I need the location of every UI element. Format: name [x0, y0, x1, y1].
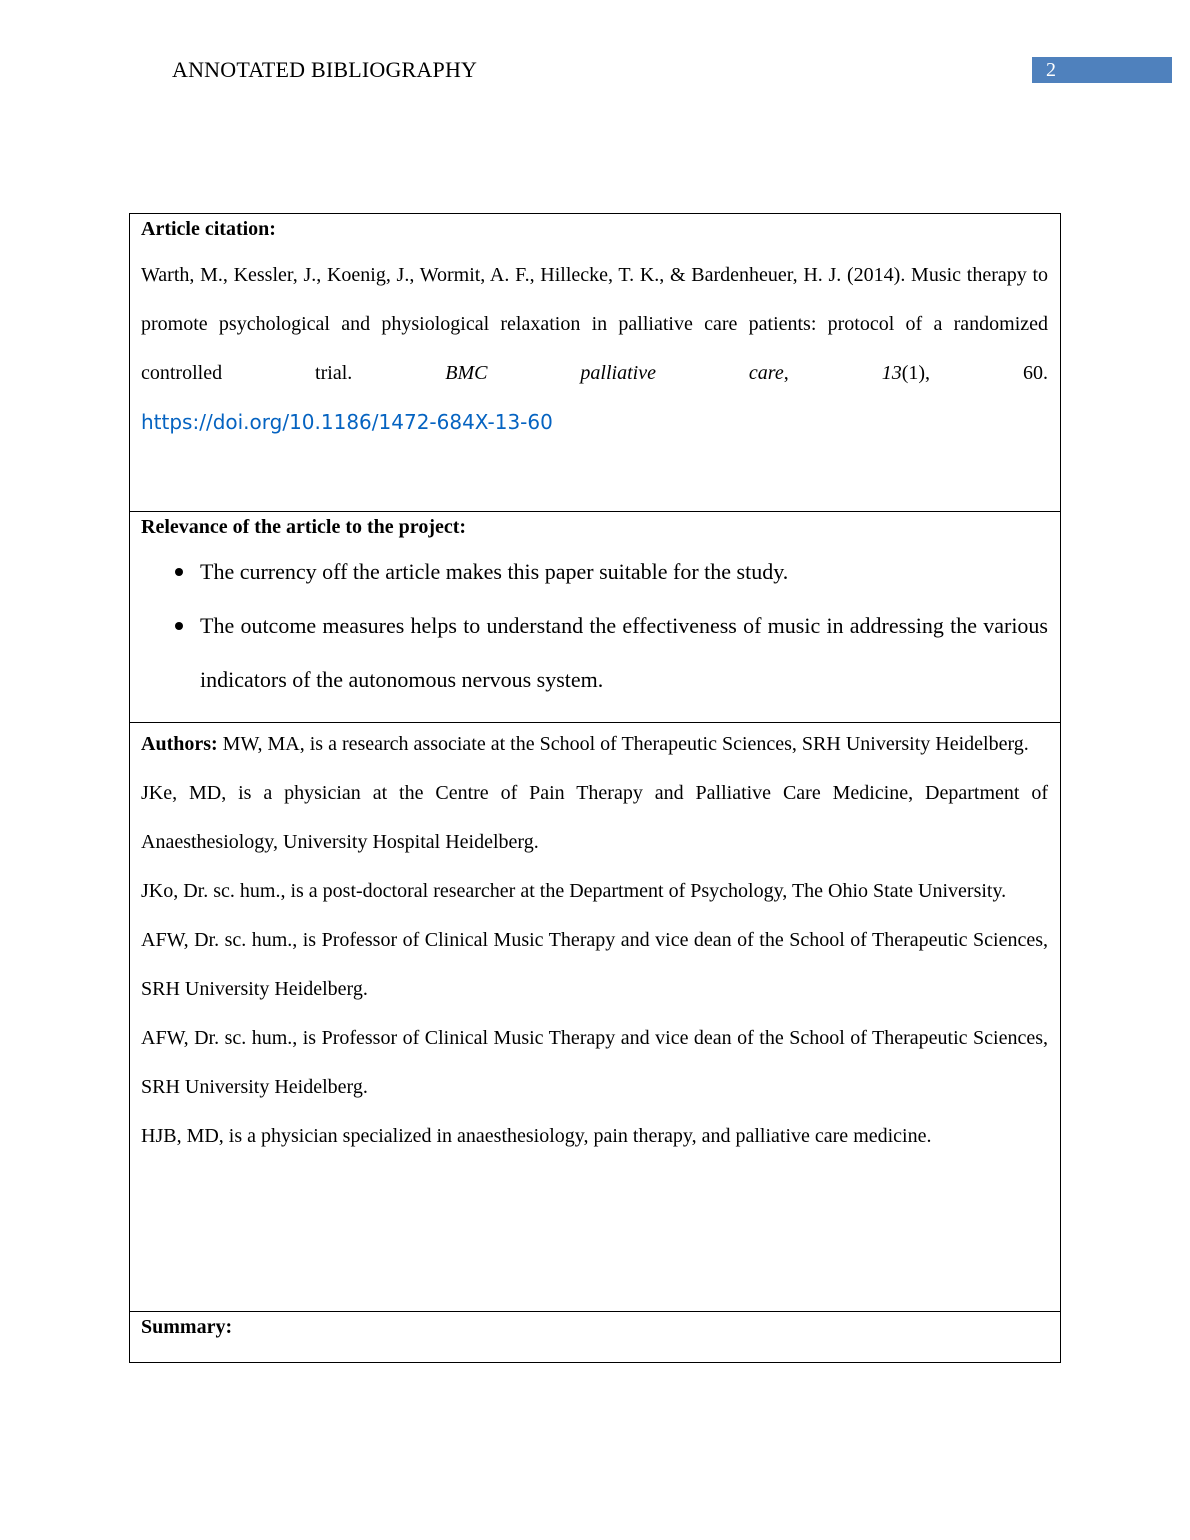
citation-comma: , — [783, 362, 882, 384]
citation-issue-pages: (1), 60. — [901, 362, 1048, 384]
citation-text — [141, 251, 1048, 398]
summary-cell — [130, 1313, 1060, 1362]
citation-cell — [130, 215, 1060, 512]
citation-journal: BMC palliative care — [445, 362, 784, 384]
relevance-label: Relevance of the article to the project: — [141, 516, 467, 538]
citation-volume: 13 — [881, 362, 902, 384]
relevance-cell — [130, 513, 1060, 723]
page-number: 2 — [1032, 57, 1172, 83]
running-header-title: ANNOTATED BIBLIOGRAPHY — [172, 57, 478, 82]
authors-label: Authors: — [141, 733, 218, 755]
relevance-item-text: The outcome measures helps to understand the effectiveness of music in addressing the various indicators of the autonomous nervous system. — [200, 613, 1048, 692]
bullet-icon — [175, 622, 183, 630]
bullet-icon — [175, 568, 183, 576]
citation-label: Article citation: — [141, 218, 276, 240]
author-paragraph: AFW, Dr. sc. hum., is Professor of Clinical Music Therapy and vice dean of the School of Therapeutic Sciences, SRH University Heidelberg. — [141, 929, 1048, 1000]
author-paragraph: JKo, Dr. sc. hum., is a post-doctoral researcher at the Department of Psychology, The Ohio State University. — [141, 880, 1007, 902]
author-paragraph: JKe, MD, is a physician at the Centre of Pain Therapy and Palliative Care Medicine, Department of Anaesthesiology, University Hospital Heidelberg. — [141, 782, 1048, 853]
relevance-item-text: The currency off the article makes this paper suitable for the study. — [200, 559, 789, 584]
doi-link[interactable]: https://doi.org/10.1186/1472-684X-13-60 — [141, 410, 553, 434]
author-paragraph: HJB, MD, is a physician specialized in anaesthesiology, pain therapy, and palliative care medicine. — [141, 1125, 932, 1147]
authors-first-paragraph — [141, 720, 1048, 769]
list-item — [141, 545, 1048, 599]
bibliography-table — [129, 213, 1061, 1363]
relevance-list — [141, 545, 1048, 707]
authors-cell — [130, 720, 1060, 1312]
list-item — [141, 599, 1048, 707]
citation-main: Warth, M., Kessler, J., Koenig, J., Wormit, A. F., Hillecke, T. K., & Bardenheuer, H. J. (2014). Music therapy to promote psychological and physiological relaxation in palliative care patients: protocol of a randomized controlled trial. — [141, 264, 1048, 384]
author-paragraph: AFW, Dr. sc. hum., is Professor of Clinical Music Therapy and vice dean of the School of Therapeutic Sciences, SRH University Heidelberg. — [141, 1027, 1048, 1098]
summary-label: Summary: — [141, 1316, 233, 1338]
authors-first-text: MW, MA, is a research associate at the School of Therapeutic Sciences, SRH University Heidelberg. — [217, 733, 1029, 755]
